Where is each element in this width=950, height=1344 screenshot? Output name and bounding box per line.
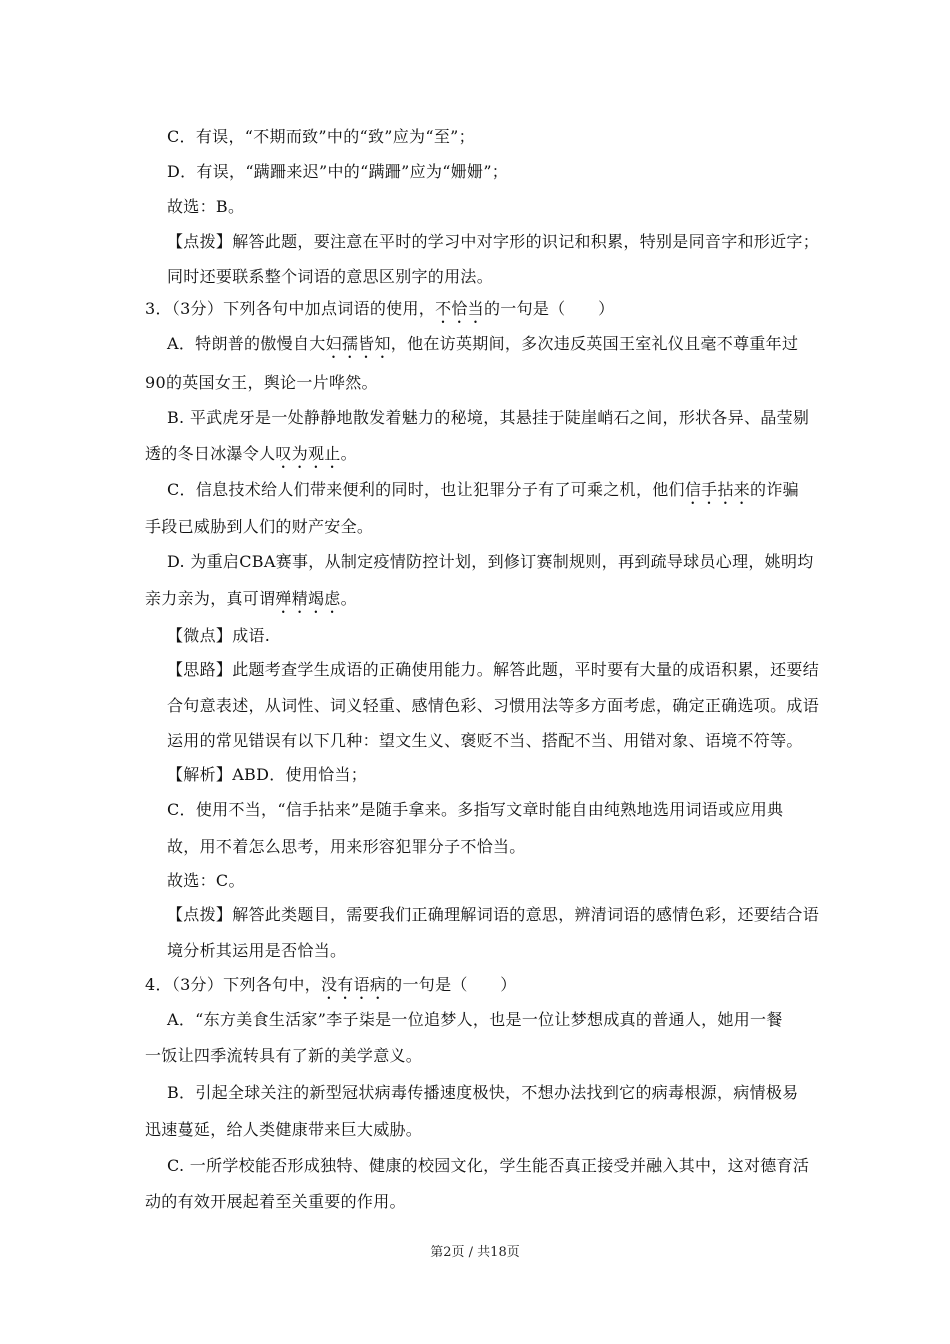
- q3-option-b-line2: [145, 443, 357, 472]
- q2-answer: 故选：B。: [167, 197, 245, 216]
- q2-tip-line2: 同时还要联系整个词语的意思区别字的用法。: [167, 267, 494, 286]
- q3-option-c-emphasis: 信手拈来: [684, 480, 751, 499]
- q3-option-c-line1: [167, 479, 799, 508]
- q3-tip-line1: 【点拨】解答此类题目，需要我们正确理解词语的意思，辨清词语的感情色彩，还要结合语: [167, 905, 820, 924]
- q2-tip-line1: 【点拨】解答此题，要注意在平时的学习中对字形的识记和积累，特别是同音字和形近字；: [167, 232, 820, 251]
- q3-stem: [145, 298, 614, 327]
- q3-idea-line2: 合句意表述，从词性、词义轻重、感情色彩、习惯用法等多方面考虑，确定正确选项。成语: [167, 696, 820, 715]
- q3-option-a-post: ，他在访英期间，多次违反英国王室礼仪且毫不尊重年过: [390, 334, 799, 353]
- q3-idea-line1: 【思路】此题考查学生成语的正确使用能力。解答此题，平时要有大量的成语积累，还要结: [167, 660, 820, 679]
- q4-option-a-line1: A．“东方美食生活家”李子柒是一位追梦人，也是一位让梦想成真的普通人，她用一餐: [167, 1010, 783, 1029]
- q3-analysis-line2: C．使用不当，“信手拈来”是随手拿来。多指写文章时能自由纯熟地选用词语或应用典: [167, 800, 784, 819]
- q3-analysis-line3: 故，用不着怎么思考，用来形容犯罪分子不恰当。: [167, 837, 526, 856]
- q3-option-a-emphasis: 妇孺皆知: [325, 334, 391, 353]
- q4-option-c-line1: C. 一所学校能否形成独特、健康的校园文化，学生能否真正接受并融入其中，这对德育活: [167, 1156, 810, 1175]
- q4-stem-post: 的一句是（ ）: [386, 975, 517, 994]
- q4-option-a-line2: 一饭让四季流转具有了新的美学意义。: [145, 1046, 423, 1065]
- q4-stem-emphasis: 没有语病: [320, 975, 387, 994]
- q3-tip-line2: 境分析其运用是否恰当。: [167, 941, 347, 960]
- q2-option-c-explanation: C．有误，“不期而致”中的“致”应为“至”；: [167, 127, 475, 146]
- q3-option-a-pre: A．特朗普的傲慢自大: [167, 334, 326, 353]
- q3-option-d-post: 。: [340, 589, 357, 608]
- q3-analysis-line1: 【解析】ABD．使用恰当；: [167, 765, 368, 784]
- q3-option-d-line1: D. 为重启CBA赛事，从制定疫情防控计划，到修订赛制规则，再到疏导球员心理，姚明均: [167, 552, 814, 571]
- q3-option-b-post: 。: [340, 444, 357, 463]
- q3-option-b-line1: B. 平武虎牙是一处静静地散发着魅力的秘境，其悬挂于陡崖峭石之间，形状各异、晶莹剔: [167, 408, 810, 427]
- q3-answer: 故选：C。: [167, 871, 245, 890]
- q4-option-c-line2: 动的有效开展起着至关重要的作用。: [145, 1192, 406, 1211]
- q3-option-b-emphasis: 叹为观止: [275, 444, 341, 463]
- q3-option-c-line2: 手段已威胁到人们的财产安全。: [145, 517, 374, 536]
- q4-stem: [145, 974, 517, 1003]
- q4-option-b-line2: 迅速蔓延，给人类健康带来巨大威胁。: [145, 1120, 423, 1139]
- q3-stem-post: 的一句是（ ）: [483, 299, 615, 318]
- q3-option-c-pre: C．信息技术给人们带来便利的同时，也让犯罪分子有了可乘之机，他们: [167, 480, 685, 499]
- q3-option-a-line2: 90的英国女王，舆论一片哗然。: [145, 373, 378, 392]
- q2-option-d-explanation: D．有误，“蹒跚来迟”中的“蹒跚”应为“姗姗”；: [167, 162, 509, 181]
- q4-stem-pre: 4．（3分）下列各句中，: [145, 975, 321, 994]
- q3-stem-pre: 3．（3分）下列各句中加点词语的使用，: [145, 299, 436, 318]
- q3-idea-line3: 运用的常见错误有以下几种：望文生义、褒贬不当、搭配不当、用错对象、语境不符等。: [167, 731, 803, 750]
- q3-stem-emphasis: 不恰当: [435, 299, 484, 318]
- q3-option-d-pre: 亲力亲为，真可谓: [145, 589, 276, 608]
- q3-option-c-post: 的诈骗: [750, 480, 799, 499]
- q3-option-d-emphasis: 殚精竭虑: [275, 589, 341, 608]
- q3-option-d-line2: [145, 588, 357, 617]
- page-footer: 第2页 / 共18页: [430, 1245, 520, 1260]
- q3-option-a: [167, 333, 798, 362]
- q3-option-b-pre: 透的冬日冰瀑令人: [145, 444, 276, 463]
- q3-point: 【微点】成语.: [167, 626, 271, 645]
- q4-option-b-line1: B．引起全球关注的新型冠状病毒传播速度极快，不想办法找到它的病毒根源，病情极易: [167, 1083, 799, 1102]
